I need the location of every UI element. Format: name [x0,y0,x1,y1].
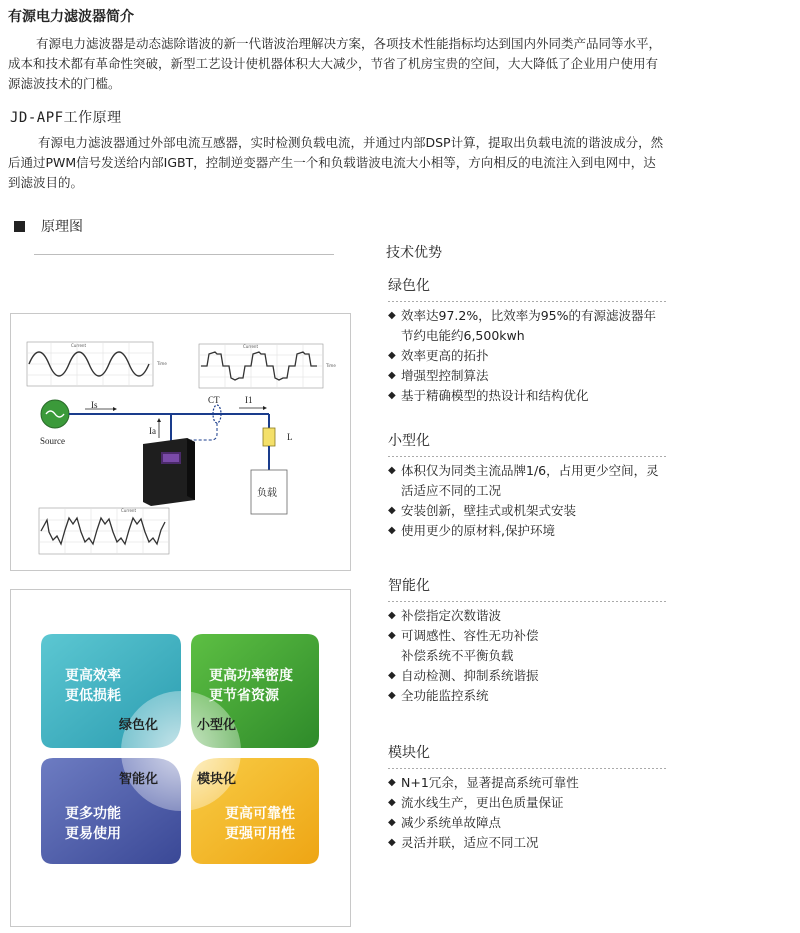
list-item: ◆ 流水线生产，更出色质量保证 [388,793,668,813]
list-item: ◆ 全功能监控系统 [388,686,668,706]
source-label: Source [40,436,65,446]
bl-line1: 更多功能 [65,806,121,822]
list-item: ◆ 自动检测、抑制系统谐振 [388,666,668,686]
diamond-bullet-icon: ◆ [388,777,396,788]
waveform-time-label: Time [157,361,167,366]
diamond-bullet-icon: ◆ [388,505,396,516]
list-item: ◆ N+1冗余，显著提高系统可靠性 [388,773,668,793]
advantage-group-small [388,430,668,541]
diamond-bullet-icon: ◆ [388,690,396,701]
diamond-bullet-icon: ◆ [388,797,396,808]
diamond-bullet-icon: ◆ [388,610,396,621]
tr-line2: 更节省资源 [209,688,279,704]
square-bullet-icon [14,221,25,232]
section-divider [34,254,334,255]
diamond-bullet-icon: ◆ [388,817,396,828]
group-divider [388,456,668,457]
principle-diagram [10,313,351,571]
group-divider [388,301,668,302]
principle-paragraph: 有源电力滤波器通过外部电流互感器，实时检测负载电流，并通过内部DSP计算，提取出负载电流的谐波成分，然后通过PWM信号发送给内部IGBT，控制逆变器产生一个和负载谐波电流大小相等，方向相反的电流注入到电网中，达到滤波目的。 [8,135,664,190]
load-waveform-panel [199,344,336,388]
list-item: ◆ 使用更少的原材料,保护环境 [388,521,668,541]
group-title: 小型化 [388,433,430,449]
tr-line1: 更高功率密度 [209,668,293,684]
intro-paragraph: 有源电力滤波器是动态滤除谐波的新一代谐波治理解决方案，各项技术性能指标均达到国内外同类产品同等水平，成本和技术都有革命性突破，新型工艺设计使机器体积大大减少，节省了机房宝贵的空间，大大降低了企业用户使用有源滤波技术的门槛。 [8,36,662,91]
ia-label: Ia [149,426,156,436]
diamond-bullet-icon: ◆ [388,390,396,401]
group-title: 智能化 [388,578,430,594]
diamond-bullet-icon: ◆ [388,670,396,681]
intro-title: 有源电力滤波器简介 [8,9,134,25]
center-module-label: 模块化 [197,772,237,787]
waveform-time-label: Time [326,363,336,368]
source-waveform-panel [27,342,167,386]
advantage-group-green [388,275,668,406]
br-line2: 更强可用性 [225,826,295,842]
center-green-label: 绿色化 [119,718,159,733]
diamond-bullet-icon: ◆ [388,310,396,321]
list-item: ◆ 基于精确模型的热设计和结构优化 [388,386,668,406]
apf-cabinet-icon [143,438,195,506]
waveform-label: Current [243,344,259,349]
compensation-waveform-panel [39,508,169,554]
advantage-group-module [388,742,668,853]
br-line1: 更高可靠性 [225,806,295,822]
waveform-label: Current [121,508,137,513]
diamond-bullet-icon: ◆ [388,630,396,641]
tl-line2: 更低损耗 [65,688,121,704]
group-title: 模块化 [388,745,430,761]
center-smart-label: 智能化 [119,772,159,787]
diagram-section-heading [14,216,83,236]
list-item: ◆ 补偿指定次数谐波 [388,606,668,626]
list-item: ◆ 可调感性、容性无功补偿 [388,626,668,646]
diamond-bullet-icon: ◆ [388,350,396,361]
diamond-bullet-icon: ◆ [388,837,396,848]
advantage-group-smart [388,575,668,706]
list-item: ◆ 灵活并联，适应不同工况 [388,833,668,853]
list-item-continuation: 补偿系统不平衡负载 [401,648,514,663]
principle-title: JD-APF工作原理 [10,110,122,126]
list-item: ◆ 体积仅为同类主流品牌1/6，占用更少空间，灵活适应不同的工况 [388,461,668,501]
diagram-section-title: 原理图 [41,219,83,235]
group-divider [388,768,668,769]
list-item: ◆ 安装创新，壁挂式或机架式安装 [388,501,668,521]
ct-label: CT [208,395,220,405]
feature-quadrant-graphic [10,589,351,927]
advantages-title: 技术优势 [386,245,442,261]
bl-line2: 更易使用 [65,826,121,842]
diamond-bullet-icon: ◆ [388,370,396,381]
center-small-label: 小型化 [197,718,237,733]
diamond-bullet-icon: ◆ [388,465,396,476]
list-item: ◆ 效率达97.2%，比效率为95%的有源滤波器年节约电能约6,500kwh [388,306,668,346]
list-item: ◆ 减少系统单故障点 [388,813,668,833]
tl-line1: 更高效率 [65,668,121,684]
waveform-label: Current [71,343,87,348]
list-item: ◆ 增强型控制算法 [388,366,668,386]
i1-label: I1 [245,395,253,405]
center-circle [121,691,241,811]
group-divider [388,601,668,602]
is-label: Is [91,400,98,410]
inductor-icon [263,428,275,446]
group-title: 绿色化 [388,278,430,294]
load-label: 负载 [257,488,277,499]
diamond-bullet-icon: ◆ [388,525,396,536]
l-label: L [287,432,293,442]
list-item: ◆ 效率更高的拓扑 [388,346,668,366]
